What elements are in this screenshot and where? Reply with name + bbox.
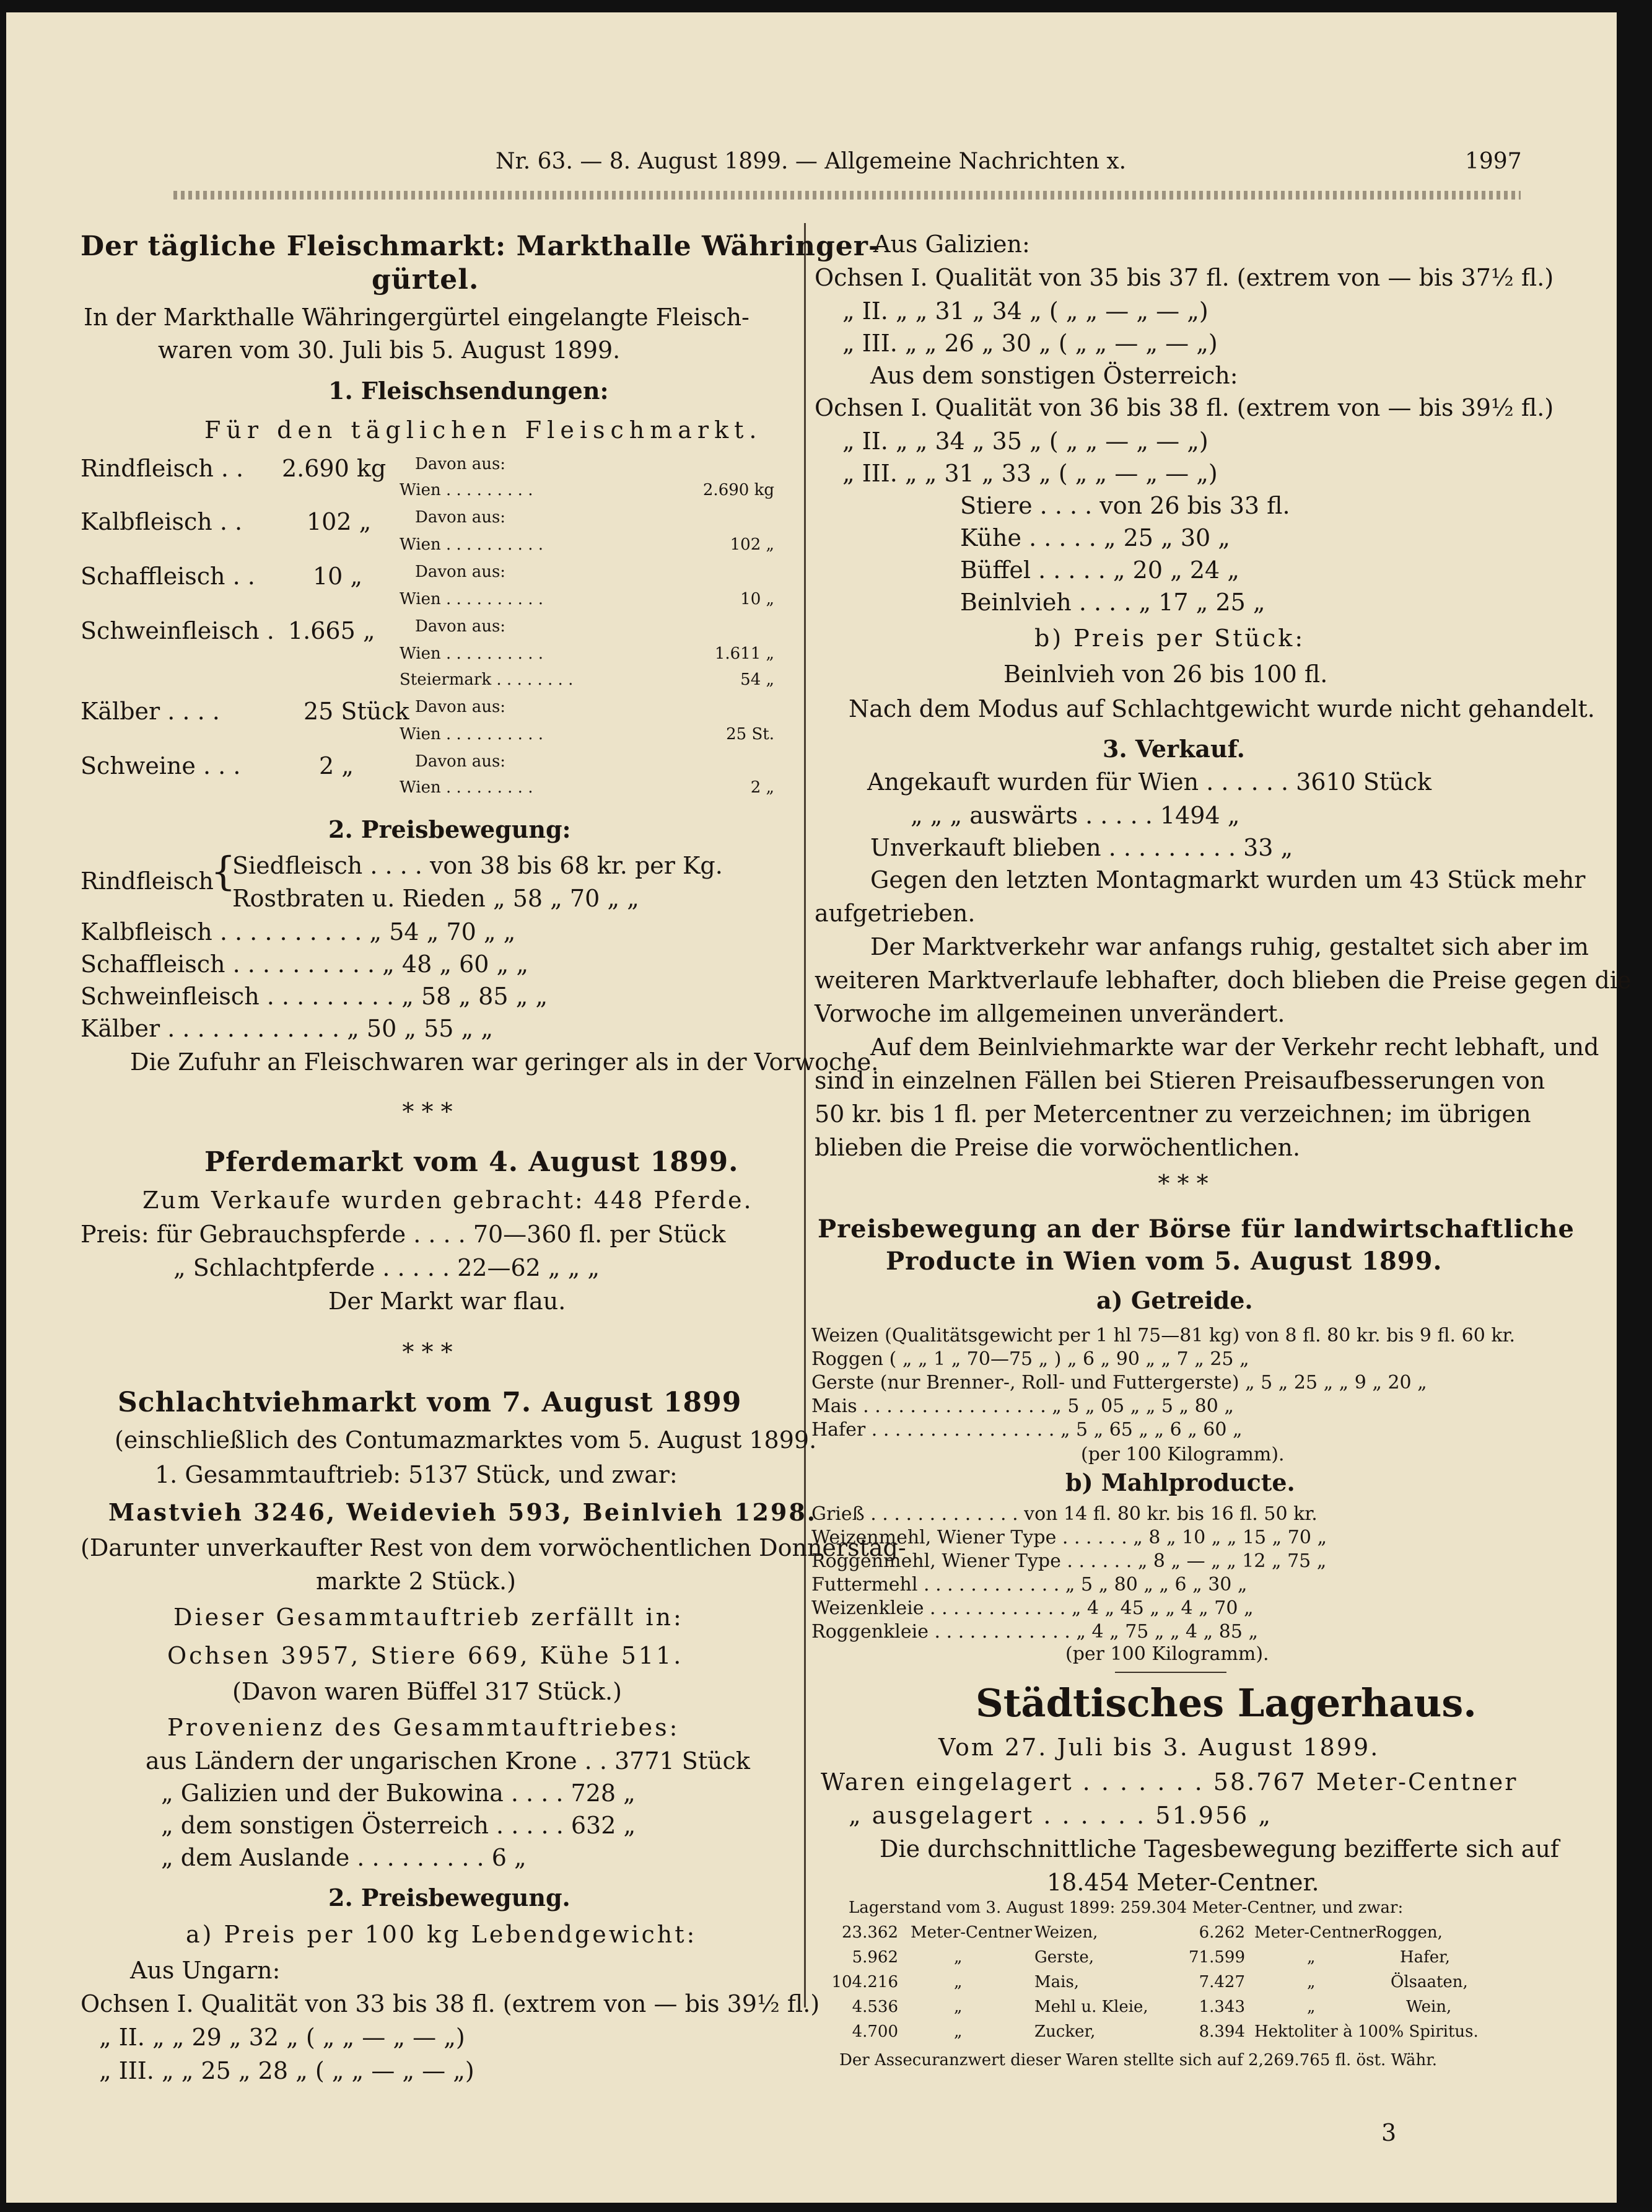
stock-unit: „ <box>1307 1948 1316 1967</box>
lagerhaus-title: Städtisches Lagerhaus. <box>976 1680 1477 1726</box>
brace: { <box>211 849 236 895</box>
pferde-line4: Der Markt war flau. <box>328 1288 566 1315</box>
newspaper-page <box>6 12 1632 2203</box>
row-qty: 102 „ <box>307 508 372 535</box>
oest-q1: Ochsen I. Qualität von 36 bis 38 fl. (extrem von — bis 39½ fl.) <box>815 394 1554 421</box>
price-kalb: Kalbfleisch . . . . . . . . . . „ 54 „ 70 „ „ <box>81 918 516 946</box>
bueffel-price: Büffel . . . . . „ 20 „ 24 „ <box>960 556 1239 584</box>
modus-note: Nach dem Modus auf Schlachtgewicht wurde nicht gehandelt. <box>849 695 1595 722</box>
mahl-heading: b) Mahlproducte. <box>1065 1468 1295 1496</box>
origin-value: 25 St. <box>726 725 774 744</box>
prov-row: aus Ländern der ungarischen Krone . . 3771 Stück <box>146 1747 750 1775</box>
stock-unit: „ <box>954 2022 963 2041</box>
oest-q3: „ III. „ „ 31 „ 33 „ ( „ „ — „ — „) <box>842 460 1218 487</box>
origin: Steiermark . . . . . . . . <box>400 670 574 689</box>
fleisch-title: Der tägliche Fleischmarkt: Markthalle Währinger- <box>81 230 881 262</box>
para-line: Gegen den letzten Montagmarkt wurden um 43 Stück mehr <box>870 866 1586 893</box>
origin: Wien . . . . . . . . . <box>400 778 533 797</box>
row-davon: Davon aus: <box>415 508 506 527</box>
ungarn-q3: „ III. „ „ 25 „ 28 „ ( „ „ — „ — „) <box>99 2057 474 2084</box>
beinlvieh-price: Beinlvieh . . . . „ 17 „ 25 „ <box>960 589 1265 616</box>
origin: Wien . . . . . . . . . . <box>400 535 544 554</box>
kuehe-price: Kühe . . . . . „ 25 „ 30 „ <box>960 524 1230 551</box>
lager-l6: Lagerstand vom 3. August 1899: 259.304 Meter-Centner, und zwar: <box>849 1898 1404 1917</box>
stock-item: Zucker, <box>1034 2022 1096 2041</box>
para-line: weiteren Marktverlaufe lebhafter, doch blieben die Preise gegen die <box>815 967 1632 994</box>
row-name: Schweinfleisch . <box>81 617 274 644</box>
origin: Wien . . . . . . . . . <box>400 481 533 499</box>
getreide-row: Hafer . . . . . . . . . . . . . . . . „ 5 „ 65 „ „ 6 „ 60 „ <box>811 1419 1243 1441</box>
verkauf-auswaerts: „ „ „ auswärts . . . . . 1494 „ <box>911 802 1240 829</box>
prov-row: „ dem sonstigen Österreich . . . . . 632 „ <box>161 1812 636 1839</box>
prov-row: „ dem Auslande . . . . . . . . . 6 „ <box>161 1844 527 1871</box>
price-schaf: Schaffleisch . . . . . . . . . . „ 48 „ 60 „ „ <box>81 950 529 978</box>
row-davon: Davon aus: <box>415 617 506 636</box>
row-qty: 2 „ <box>319 752 354 779</box>
price-schwein: Schweinfleisch . . . . . . . . . „ 58 „ 85 „ „ <box>81 983 548 1010</box>
fleisch-intro-cont: waren vom 30. Juli bis 5. August 1899. <box>158 336 621 364</box>
origin-value: 2.690 kg <box>702 481 774 499</box>
schlacht-l3: Mastvieh 3246, Weidevieh 593, Beinlvieh 1298. <box>108 1498 818 1526</box>
row-davon: Davon aus: <box>415 455 506 473</box>
stock-item: Hafer, <box>1400 1948 1451 1967</box>
schlacht-l11: a) Preis per 100 kg Lebendgewicht: <box>186 1921 697 1948</box>
mahl-row: Weizenmehl, Wiener Type . . . . . . „ 8 „ 10 „ „ 15 „ 70 „ <box>811 1527 1327 1548</box>
para-line: blieben die Preise die vorwöchentlichen. <box>815 1134 1301 1161</box>
ungarn-q1: Ochsen I. Qualität von 33 bis 38 fl. (extrem von — bis 39½ fl.) <box>81 1990 820 2017</box>
stock-item: Roggen, <box>1375 1923 1443 1942</box>
footer-number: 3 <box>1381 2119 1397 2146</box>
origin: Wien . . . . . . . . . . <box>400 590 544 608</box>
boerse-title-cont: Producte in Wien vom 5. August 1899. <box>886 1247 1443 1276</box>
sec-verkauf: 3. Verkauf. <box>1103 735 1245 763</box>
price-rind-label: Rindfleisch <box>81 867 214 895</box>
row-name: Schweine . . . <box>81 752 241 779</box>
stock-qty: 23.362 <box>842 1923 898 1942</box>
stock-qty: 104.216 <box>831 1973 898 1991</box>
schlacht-l7: Ochsen 3957, Stiere 669, Kühe 511. <box>167 1642 684 1669</box>
origin: Wien . . . . . . . . . . <box>400 644 544 663</box>
stock-unit: „ <box>954 1948 963 1967</box>
schlacht-l2: 1. Gesammtauftrieb: 5137 Stück, und zwar: <box>155 1461 678 1488</box>
lager-l5: 18.454 Meter-Centner. <box>1047 1869 1319 1896</box>
schlacht-l1: (einschließlich des Contumazmarktes vom 5. August 1899. <box>115 1426 817 1454</box>
schlacht-l8: (Davon waren Büffel 317 Stück.) <box>232 1678 622 1705</box>
ungarn-q2: „ II. „ „ 29 „ 32 „ ( „ „ — „ — „) <box>99 2024 465 2051</box>
row-name: Kälber . . . . <box>81 698 220 725</box>
schlacht-title: Schlachtviehmarkt vom 7. August 1899 <box>118 1387 742 1418</box>
row-qty: 25 Stück <box>304 698 409 725</box>
sec-fleischsendungen: 1. Fleischsendungen: <box>328 377 609 405</box>
sec-preisbewegung: 2. Preisbewegung: <box>328 815 571 843</box>
getreide-row: Roggen ( „ „ 1 „ 70—75 „ ) „ 6 „ 90 „ „ 7 „ 25 „ <box>811 1348 1249 1370</box>
galizien-q2: „ II. „ „ 31 „ 34 „ ( „ „ — „ — „) <box>842 297 1208 325</box>
galizien-q1: Ochsen I. Qualität von 35 bis 37 fl. (extrem von — bis 37½ fl.) <box>815 264 1554 291</box>
row-qty: 2.690 kg <box>282 455 387 482</box>
row-name: Kalbfleisch . . <box>81 508 243 535</box>
row-davon: Davon aus: <box>415 563 506 581</box>
lager-l1: Vom 27. Juli bis 3. August 1899. <box>938 1734 1380 1761</box>
para-line: Der Marktverkehr war anfangs ruhig, gestaltet sich aber im <box>870 933 1589 960</box>
stock-qty: 1.343 <box>1199 1998 1245 2016</box>
aus-oesterreich: Aus dem sonstigen Österreich: <box>870 362 1238 389</box>
page-number: 1997 <box>1465 149 1522 174</box>
para-line: 50 kr. bis 1 fl. per Metercentner zu verzeichnen; im übrigen <box>815 1100 1531 1128</box>
pferde-line2: Preis: für Gebrauchspferde . . . . 70—360 fl. per Stück <box>81 1221 726 1248</box>
preis-per-stueck: b) Preis per Stück: <box>1034 625 1306 652</box>
getreide-heading: a) Getreide. <box>1096 1286 1253 1314</box>
origin-value: 2 „ <box>750 778 774 797</box>
sub-fleischmarkt: Für den täglichen Fleischmarkt. <box>204 416 763 444</box>
row-davon: Davon aus: <box>415 698 506 716</box>
stock-unit: „ <box>954 1998 963 2016</box>
lager-l3: „ ausgelagert . . . . . . 51.956 „ <box>849 1802 1273 1829</box>
para-line: sind in einzelnen Fällen bei Stieren Preisaufbesserungen von <box>815 1067 1545 1094</box>
schlacht-l9: Provenienz des Gesammtauftriebes: <box>167 1714 680 1741</box>
row-name: Rindfleisch . . <box>81 455 244 482</box>
stock-item: Mehl u. Kleie, <box>1034 1998 1148 2016</box>
origin: Wien . . . . . . . . . . <box>400 725 544 744</box>
galizien-q3: „ III. „ „ 26 „ 30 „ ( „ „ — „ — „) <box>842 330 1218 357</box>
prov-row: „ Galizien und der Bukowina . . . . 728 „ <box>161 1780 636 1807</box>
schlacht-l4: (Darunter unverkaufter Rest von dem vorwöchentlichen Donnerstag- <box>81 1534 906 1561</box>
boerse-title: Preisbewegung an der Börse für landwirtschaftliche <box>818 1214 1575 1244</box>
row-name: Schaffleisch . . <box>81 563 255 590</box>
separator-stars: * * * <box>1158 1170 1208 1197</box>
stock-unit: Meter-Centner <box>1254 1923 1376 1942</box>
separator-stars: * * * <box>402 1338 453 1366</box>
schlacht-l10: 2. Preisbewegung. <box>328 1884 570 1911</box>
lager-l2: Waren eingelagert . . . . . . . 58.767 Meter-Centner <box>821 1768 1518 1796</box>
mahl-row: Grieß . . . . . . . . . . . . . von 14 fl. 80 kr. bis 16 fl. 50 kr. <box>811 1503 1318 1525</box>
stock-qty: 4.700 <box>852 2022 898 2041</box>
stock-item: Ölsaaten, <box>1391 1973 1468 1991</box>
verkauf-unverkauft: Unverkauft blieben . . . . . . . . . 33 „ <box>870 834 1293 861</box>
schlacht-l12: Aus Ungarn: <box>130 1957 281 1984</box>
origin-value: 102 „ <box>730 535 774 554</box>
mahl-row: Roggenkleie . . . . . . . . . . . . „ 4 „ 75 „ „ 4 „ 85 „ <box>811 1621 1259 1643</box>
mahl-row: Weizenkleie . . . . . . . . . . . . „ 4 „ 45 „ „ 4 „ 70 „ <box>811 1597 1254 1619</box>
price-rind-rost: Rostbraten u. Rieden „ 58 „ 70 „ „ <box>232 885 639 912</box>
stiere-price: Stiere . . . . von 26 bis 33 fl. <box>960 492 1290 519</box>
stock-qty: 8.394 <box>1199 2022 1245 2041</box>
stock-qty: 7.427 <box>1199 1973 1245 1991</box>
price-rind-sied: Siedfleisch . . . . von 38 bis 68 kr. per Kg. <box>232 852 723 879</box>
para-line: Vorwoche im allgemeinen unverändert. <box>815 1000 1285 1027</box>
pferde-line1: Zum Verkaufe wurden gebracht: 448 Pferde. <box>142 1187 753 1214</box>
price-kaelber: Kälber . . . . . . . . . . . . „ 50 „ 55 „ „ <box>81 1015 494 1042</box>
getreide-row: Gerste (nur Brenner-, Roll- und Futtergerste) „ 5 „ 25 „ „ 9 „ 20 „ <box>811 1372 1427 1393</box>
stock-qty: 6.262 <box>1199 1923 1245 1942</box>
aus-galizien: Aus Galizien: <box>873 230 1030 258</box>
beinlvieh-stueck: Beinlvieh von 26 bis 100 fl. <box>1003 661 1328 688</box>
pferde-line3: „ Schlachtpferde . . . . . 22—62 „ „ „ <box>173 1254 600 1281</box>
column-divider <box>804 223 806 2008</box>
para-line: aufgetrieben. <box>815 900 976 927</box>
mahl-row: Roggenmehl, Wiener Type . . . . . . „ 8 „ — „ „ 12 „ 75 „ <box>811 1550 1327 1572</box>
stock-unit: Meter-Centner <box>911 1923 1033 1942</box>
stock-item: Wein, <box>1406 1998 1452 2016</box>
stock-unit: „ <box>1307 1973 1316 1991</box>
getreide-row: Mais . . . . . . . . . . . . . . . . „ 5 „ 05 „ „ 5 „ 80 „ <box>811 1395 1234 1417</box>
stock-item: Mais, <box>1034 1973 1080 1991</box>
row-qty: 1.665 „ <box>288 617 375 644</box>
verkauf-wien: Angekauft wurden für Wien . . . . . . 3610 Stück <box>867 768 1432 796</box>
separator-stars: * * * <box>402 1098 453 1125</box>
origin-value: 54 „ <box>740 670 774 689</box>
mahl-row: Futtermehl . . . . . . . . . . . . „ 5 „ 80 „ „ 6 „ 30 „ <box>811 1574 1248 1595</box>
stock-qty: 71.599 <box>1189 1948 1245 1967</box>
getreide-row: Weizen (Qualitätsgewicht per 1 hl 75—81 kg) von 8 fl. 80 kr. bis 9 fl. 60 kr. <box>811 1325 1516 1346</box>
assecuranz-note: Der Assecuranzwert dieser Waren stellte sich auf 2,269.765 fl. öst. Währ. <box>839 2051 1438 2069</box>
stock-item: Weizen, <box>1034 1923 1098 1942</box>
fleisch-intro: In der Markthalle Währingergürtel eingelangte Fleisch- <box>84 304 750 331</box>
stock-qty: 4.536 <box>852 1998 898 2016</box>
origin-value: 10 „ <box>740 590 774 608</box>
fleisch-note: Die Zufuhr an Fleischwaren war geringer als in der Vorwoche. <box>130 1048 879 1076</box>
row-davon: Davon aus: <box>415 752 506 771</box>
header-rule <box>173 191 1521 200</box>
stock-qty: 5.962 <box>852 1948 898 1967</box>
getreide-note: (per 100 Kilogramm). <box>1081 1444 1285 1465</box>
fleisch-title-cont: gürtel. <box>372 264 479 296</box>
origin-value: 1.611 „ <box>714 644 774 663</box>
stock-item: Gerste, <box>1034 1948 1095 1967</box>
lager-l4: Die durchschnittliche Tagesbewegung bezifferte sich auf <box>880 1835 1559 1863</box>
stock-unit: Hektoliter à 100% Spiritus. <box>1254 2022 1479 2041</box>
schlacht-l5: markte 2 Stück.) <box>316 1568 516 1595</box>
stock-unit: „ <box>1307 1998 1316 2016</box>
section-rule <box>1115 1672 1226 1673</box>
row-qty: 10 „ <box>313 563 363 590</box>
mahl-note: (per 100 Kilogramm). <box>1065 1643 1269 1665</box>
schlacht-l6: Dieser Gesammtauftrieb zerfällt in: <box>173 1604 684 1631</box>
stock-unit: „ <box>954 1973 963 1991</box>
pferde-title: Pferdemarkt vom 4. August 1899. <box>204 1146 739 1178</box>
running-header: Nr. 63. — 8. August 1899. — Allgemeine Nachrichten x. <box>496 149 1127 174</box>
oest-q2: „ II. „ „ 34 „ 35 „ ( „ „ — „ — „) <box>842 428 1208 455</box>
para-line: Auf dem Beinlviehmarkte war der Verkehr recht lebhaft, und <box>870 1034 1599 1061</box>
